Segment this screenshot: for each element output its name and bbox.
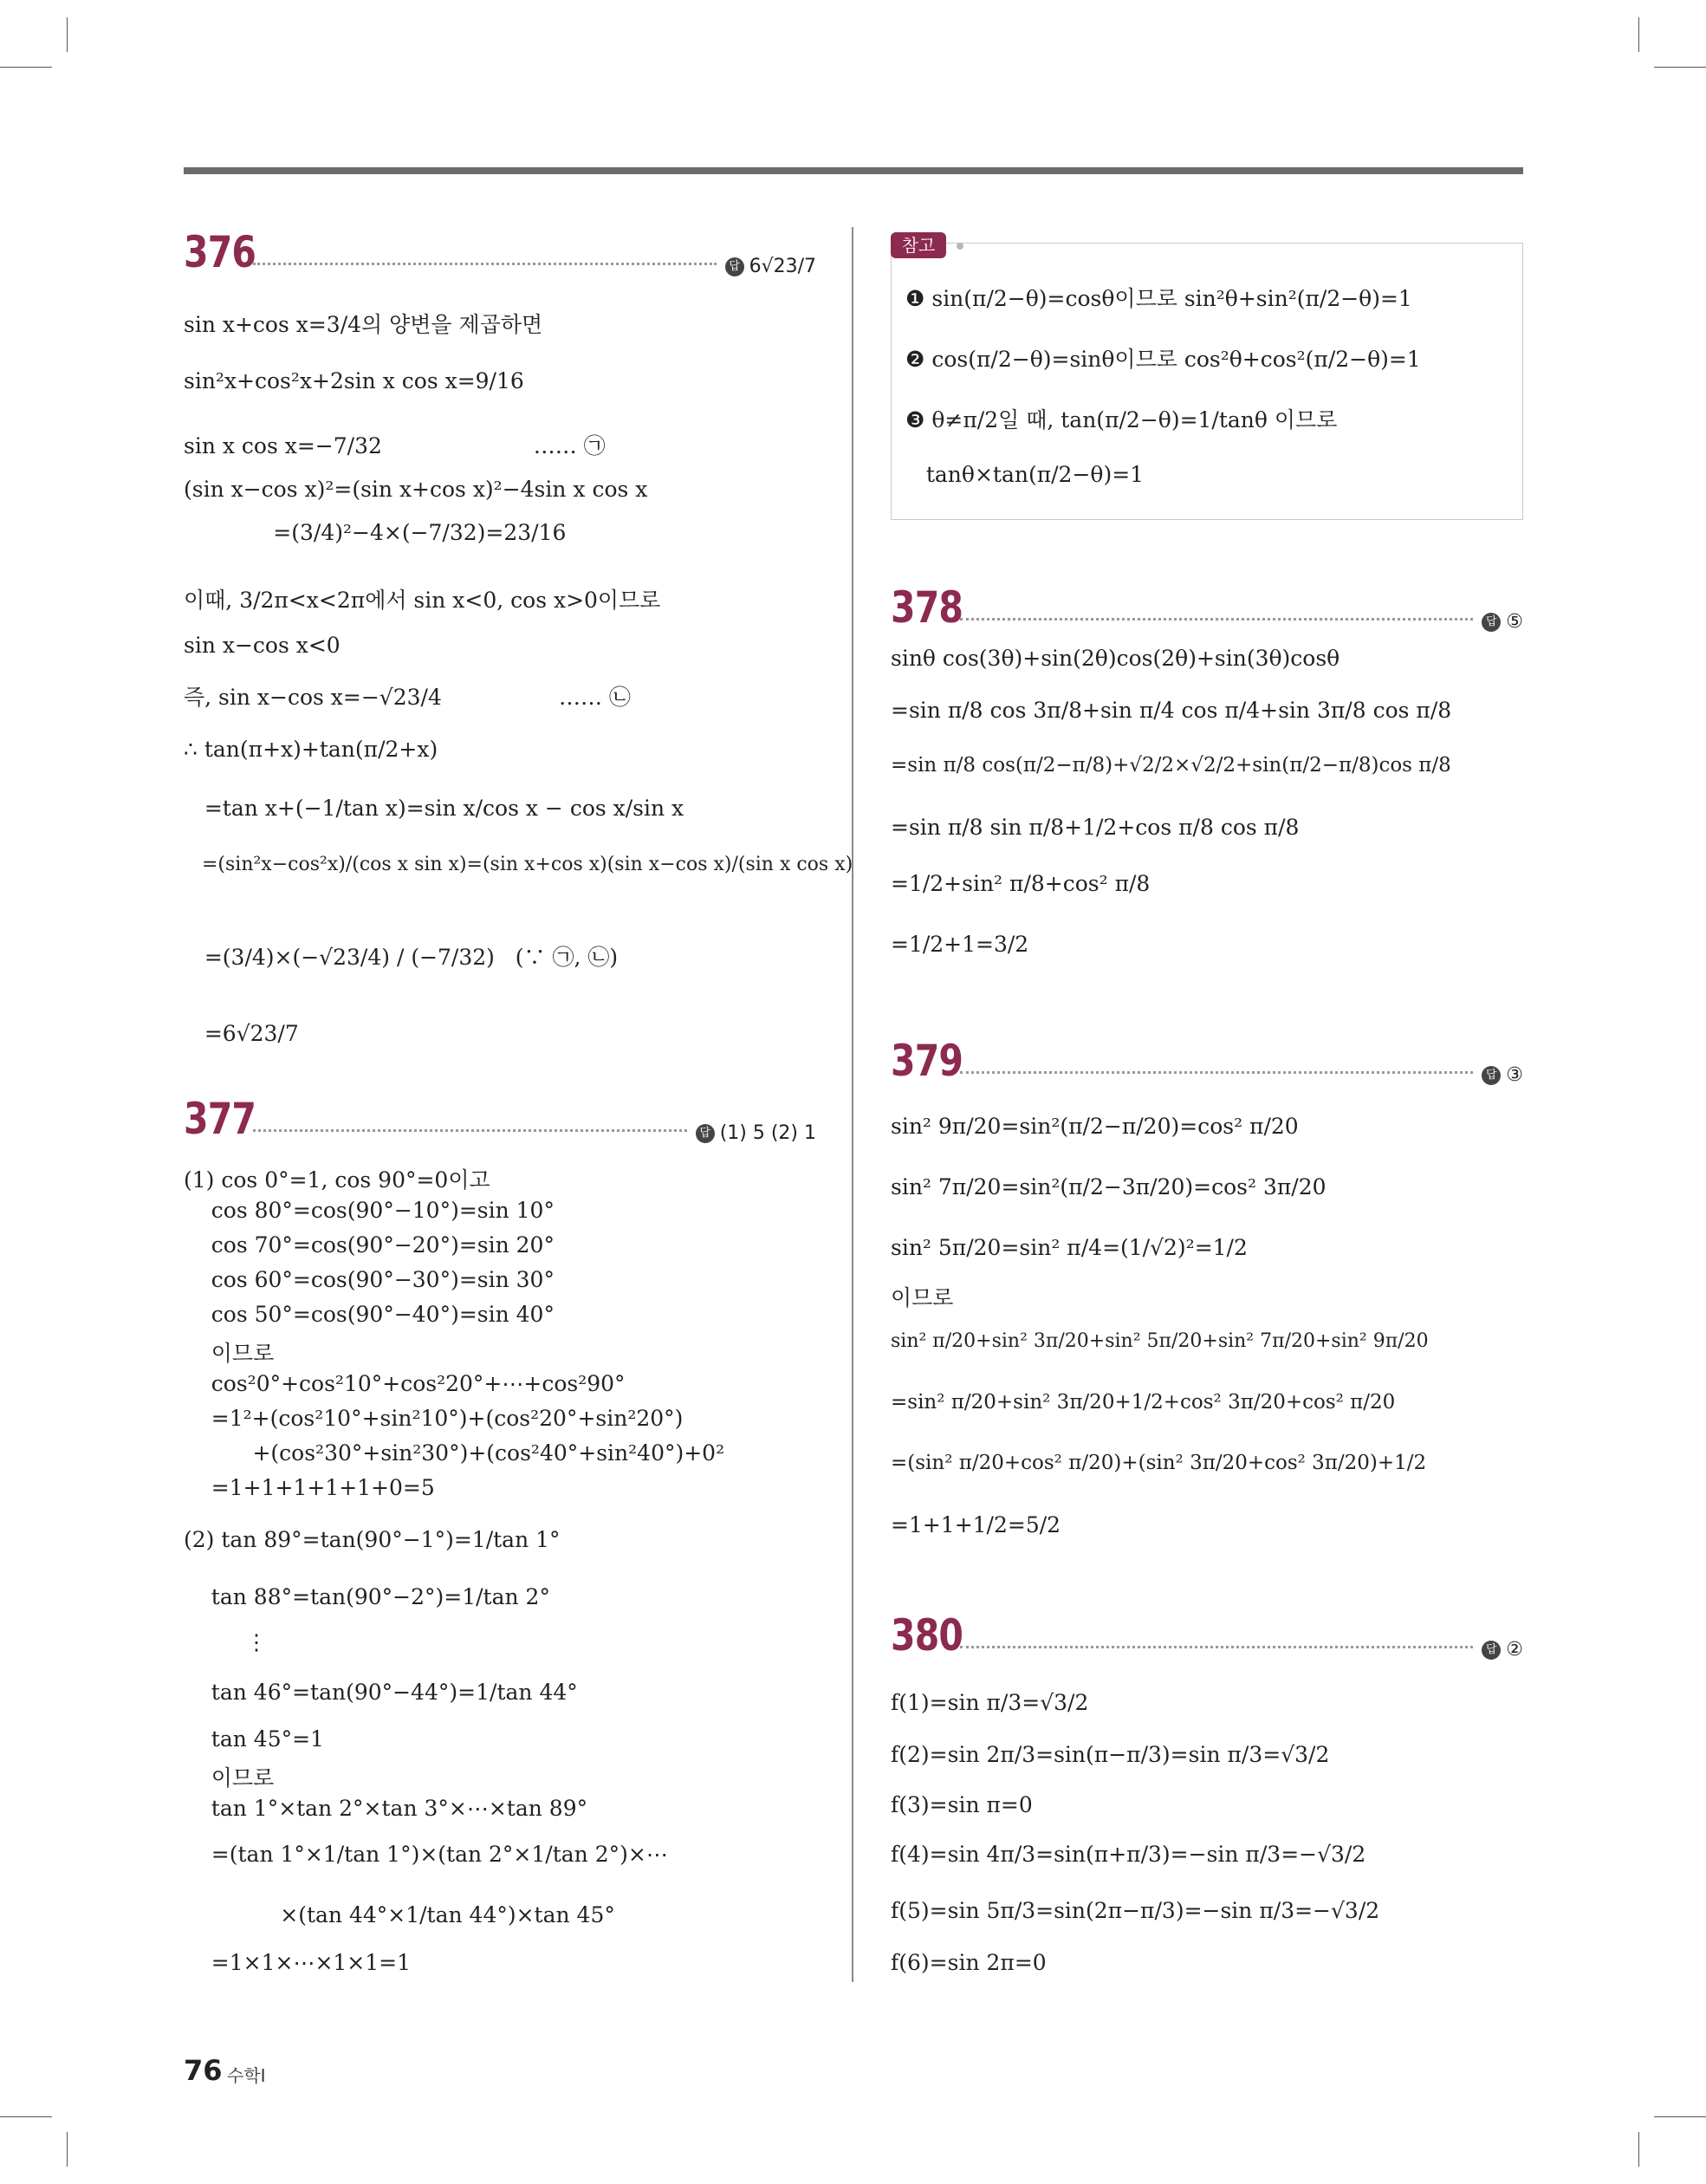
crop-mark	[1638, 2132, 1639, 2167]
leader-dots	[253, 1129, 687, 1132]
solution-line: 이때, 3/2π<x<2π에서 sin x<0, cos x>0이므로	[184, 588, 661, 613]
solution-line: sin² π/20+sin² 3π/20+sin² 5π/20+sin² 7π/20+sin² 9π/20	[891, 1330, 1429, 1352]
solution-line: =(sin²x−cos²x)/(cos x sin x)=(sin x+cos x)(sin x−cos x)/(sin x cos x)	[184, 854, 853, 875]
leader-dots	[960, 1646, 1473, 1648]
leader-dots	[960, 1071, 1473, 1074]
reference-line: ❶ sin(π/2−θ)=cosθ이므로 sin²θ+sin²(π/2−θ)=1	[905, 286, 1412, 311]
subject-label: 수학Ⅰ	[227, 2065, 266, 2086]
solution-line: cos²0°+cos²10°+cos²20°+⋯+cos²90°	[184, 1371, 626, 1396]
answer-value: ⑤	[1506, 611, 1523, 633]
solution-line: =1²+(cos²10°+sin²10°)+(cos²20°+sin²20°)	[184, 1406, 684, 1431]
solution-line: 즉, sin x−cos x=−√23/4 …… ㉡	[184, 685, 631, 710]
solution-line: =1/2+sin² π/8+cos² π/8	[891, 871, 1151, 896]
solution-line: =(sin² π/20+cos² π/20)+(sin² 3π/20+cos² 3π/20)+1/2	[891, 1452, 1427, 1474]
problem-number: 379	[891, 1036, 963, 1086]
solution-line: (1) cos 0°=1, cos 90°=0이고	[184, 1167, 490, 1193]
solution-line: sin x cos x=−7/32 …… ㉠	[184, 433, 606, 458]
solution-line: 이므로	[891, 1285, 954, 1310]
crop-mark	[67, 2132, 68, 2167]
solution-line: sin x+cos x=3/4의 양변을 제곱하면	[184, 312, 543, 337]
solution-line: +(cos²30°+sin²30°)+(cos²40°+sin²40°)+0²	[184, 1440, 725, 1466]
solution-line: =6√23/7	[184, 1021, 299, 1046]
solution-line: tan 1°×tan 2°×tan 3°×⋯×tan 89°	[184, 1796, 588, 1821]
solution-line: tan 88°=tan(90°−2°)=1/tan 2°	[184, 1584, 550, 1609]
solution-line: =tan x+(−1/tan x)=sin x/cos x − cos x/sin x	[184, 796, 684, 821]
crop-mark	[1638, 17, 1639, 52]
solution-line: 이므로	[184, 1341, 275, 1366]
solution-line: 이므로	[184, 1765, 275, 1791]
solution-line: f(3)=sin π=0	[891, 1792, 1033, 1817]
crop-mark	[67, 17, 68, 52]
solution-line: f(1)=sin π/3=√3/2	[891, 1690, 1089, 1715]
answer-icon: 답	[725, 257, 744, 276]
solution-line: f(4)=sin 4π/3=sin(π+π/3)=−sin π/3=−√3/2	[891, 1842, 1366, 1867]
problem-number: 380	[891, 1610, 963, 1661]
solution-line: f(2)=sin 2π/3=sin(π−π/3)=sin π/3=√3/2	[891, 1742, 1330, 1767]
solution-line: =sin π/8 cos 3π/8+sin π/4 cos π/4+sin 3π/8 cos π/8	[891, 698, 1452, 723]
problem-379-header	[891, 1036, 1523, 1086]
problem-376-header	[184, 227, 816, 277]
answer-value: ②	[1506, 1639, 1523, 1661]
problem-number: 376	[184, 227, 256, 277]
solution-line: =1+1+1+1+1+0=5	[184, 1475, 435, 1500]
solution-line: cos 70°=cos(90°−20°)=sin 20°	[184, 1232, 555, 1258]
solution-line: sin² 7π/20=sin²(π/2−3π/20)=cos² 3π/20	[891, 1174, 1327, 1199]
solution-line: sin²x+cos²x+2sin x cos x=9/16	[184, 368, 524, 393]
solution-line: tan 46°=tan(90°−44°)=1/tan 44°	[184, 1680, 578, 1705]
leader-dots	[960, 618, 1473, 621]
solution-line: sinθ cos(3θ)+sin(2θ)cos(2θ)+sin(3θ)cosθ	[891, 646, 1340, 671]
answer	[725, 256, 816, 277]
solution-line: f(6)=sin 2π=0	[891, 1950, 1047, 1975]
solution-line: =sin π/8 cos(π/2−π/8)+√2/2×√2/2+sin(π/2−π/8)cos π/8	[891, 754, 1451, 777]
solution-line: =sin π/8 sin π/8+1/2+cos π/8 cos π/8	[891, 815, 1300, 840]
solution-line: =1/2+1=3/2	[891, 932, 1029, 957]
column-divider	[852, 227, 853, 1982]
reference-line: ❸ θ≠π/2일 때, tan(π/2−θ)=1/tanθ 이므로	[905, 407, 1338, 432]
solution-line: =(3/4)×(−√23/4) / (−7/32) (∵ ㉠, ㉡)	[184, 945, 619, 970]
crop-mark	[0, 67, 52, 68]
leader-dots	[253, 263, 717, 265]
header-rule	[184, 167, 1523, 174]
problem-378-header	[891, 582, 1523, 633]
answer	[1482, 1064, 1523, 1086]
problem-number: 378	[891, 582, 963, 633]
reference-badge: 참고	[891, 232, 946, 258]
solution-line: =(tan 1°×1/tan 1°)×(tan 2°×1/tan 2°)×⋯	[184, 1842, 668, 1867]
solution-line: (2) tan 89°=tan(90°−1°)=1/tan 1°	[184, 1527, 561, 1552]
solution-line: cos 60°=cos(90°−30°)=sin 30°	[184, 1267, 555, 1292]
solution-line: ⋮	[184, 1629, 268, 1654]
solution-line: =sin² π/20+sin² 3π/20+1/2+cos² 3π/20+cos² π/20	[891, 1391, 1396, 1414]
answer	[1482, 611, 1523, 633]
solution-line: sin² 9π/20=sin²(π/2−π/20)=cos² π/20	[891, 1114, 1299, 1139]
solution-line: =1+1+1/2=5/2	[891, 1512, 1061, 1537]
solution-line: =1×1×⋯×1×1=1	[184, 1950, 411, 1975]
solution-line: tan 45°=1	[184, 1726, 324, 1752]
answer-value: (1) 5 (2) 1	[719, 1122, 816, 1144]
answer-value: 6√23/7	[749, 256, 816, 277]
answer	[696, 1122, 816, 1144]
answer-icon: 답	[1482, 1641, 1501, 1660]
reference-line: ❷ cos(π/2−θ)=sinθ이므로 cos²θ+cos²(π/2−θ)=1	[905, 347, 1421, 372]
answer-value: ③	[1506, 1064, 1523, 1086]
page-number: 76	[184, 2054, 223, 2087]
solution-line: (sin x−cos x)²=(sin x+cos x)²−4sin x cos x	[184, 477, 648, 502]
solution-line: f(5)=sin 5π/3=sin(2π−π/3)=−sin π/3=−√3/2	[891, 1898, 1380, 1923]
solution-line: =(3/4)²−4×(−7/32)=23/16	[184, 520, 567, 545]
problem-377-header	[184, 1094, 816, 1144]
solution-line: cos 50°=cos(90°−40°)=sin 40°	[184, 1302, 555, 1327]
answer-icon: 답	[696, 1124, 715, 1143]
reference-dot	[957, 243, 963, 250]
problem-number: 377	[184, 1094, 256, 1144]
problem-380-header	[891, 1610, 1523, 1661]
reference-line: tanθ×tan(π/2−θ)=1	[905, 462, 1145, 487]
solution-line: ×(tan 44°×1/tan 44°)×tan 45°	[184, 1902, 615, 1927]
answer-icon: 답	[1482, 613, 1501, 632]
solution-line: ∴ tan(π+x)+tan(π/2+x)	[184, 737, 438, 762]
crop-mark	[0, 2116, 52, 2117]
solution-line: sin x−cos x<0	[184, 633, 341, 658]
answer	[1482, 1639, 1523, 1661]
solution-line: sin² 5π/20=sin² π/4=(1/√2)²=1/2	[891, 1235, 1248, 1260]
answer-icon: 답	[1482, 1066, 1501, 1085]
solution-line: cos 80°=cos(90°−10°)=sin 10°	[184, 1198, 555, 1223]
crop-mark	[1654, 67, 1706, 68]
crop-mark	[1654, 2116, 1706, 2117]
